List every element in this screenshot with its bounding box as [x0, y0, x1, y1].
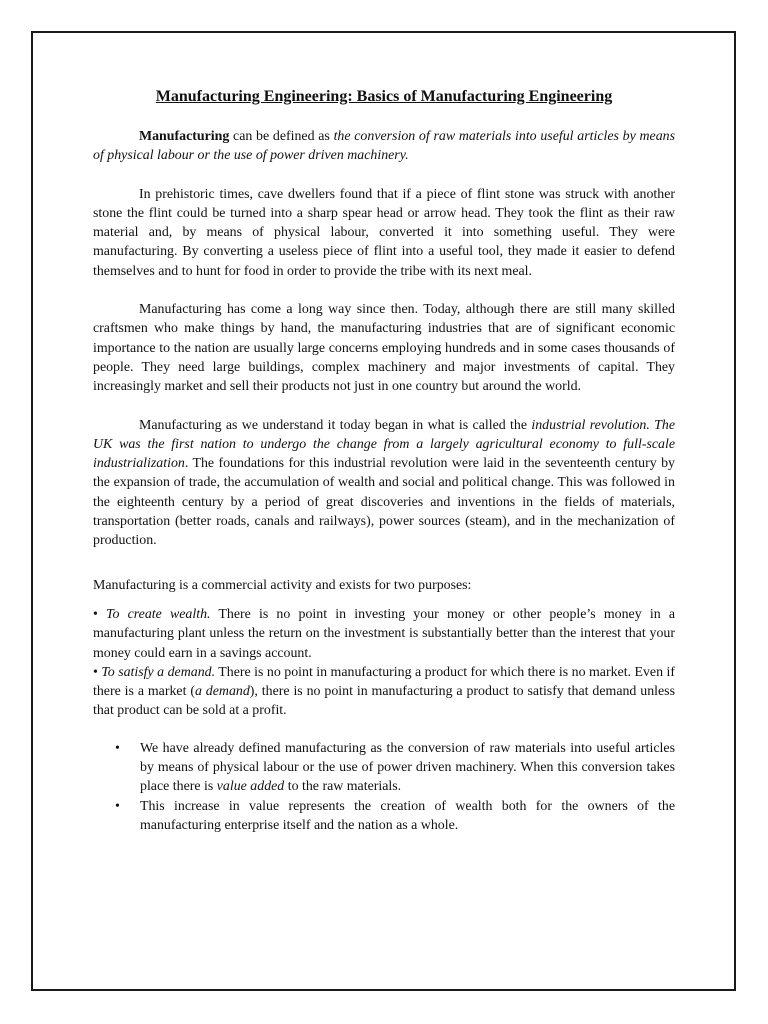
long-way-paragraph: Manufacturing has come a long way since then. Today, although there are still many skilled craftsmen who make things by hand, the manufacturing industries that are of significant economic importance to the nation are usually large concerns employing hundreds and in some cases thousands of people. They need large buildings, complex machinery and major investments of capital. They increasingly market and sell their products not just in one country but around the world. — [93, 302, 675, 395]
revolution-rest: . The foundations for this industrial revolution were laid in the seventeenth century by the expansion of trade, the accumulation of wealth and social and political change. This was followed in the eighteenth century by a period of great discoveries and inventions in the fields of materials, transportation (better roads, canals and railways), power sources (steam), and in the mechanization of production. — [93, 456, 675, 549]
purpose-demand-heading: To satisfy a demand. — [101, 664, 216, 680]
list-item-text: This increase in value represents the creation of wealth both for the owners of the manufacturing enterprise itself and the nation as a whole. — [140, 798, 675, 833]
definition-term: Manufacturing — [139, 129, 230, 144]
definition-text: the conversion of raw materials into useful articles by means of physical labour or the use of power driven machinery. — [93, 129, 675, 164]
list-item-text-b: to the raw materials. — [284, 779, 402, 795]
revolution-lead: Manufacturing as we understand it today began in what is called the — [139, 417, 532, 433]
prehistoric-paragraph: In prehistoric times, cave dwellers found that if a piece of flint stone was struck with another stone the flint could be turned into a sharp spear head or arrow head. They took the flint as their raw material and, by means of physical labour, converted it into something useful. They were manufacturing. By converting a useless piece of flint into a useful tool, they made it easier to defend themselves and to hunt for food in order to provide the tribe with its next meal. — [93, 186, 675, 279]
document-body — [93, 87, 675, 835]
bullet-icon: • — [115, 798, 120, 814]
purpose-demand-italic: a demand — [194, 684, 250, 700]
list-item-italic: value added — [216, 779, 285, 795]
page-title: Manufacturing Engineering: Basics of Manufacturing Engineering — [155, 88, 613, 105]
list-item-text-a: We have already defined manufacturing as the conversion of raw materials into useful articles by means of physical labour or the use of power driven machinery. When this conversion takes place there is — [140, 740, 675, 795]
purpose-wealth-heading: To create wealth. — [106, 606, 211, 622]
revolution-italic: industrial revolution. The UK was the first nation to undergo the change from a largely agricultural economy to full-scale industrialization — [93, 417, 675, 472]
list-item — [93, 797, 675, 836]
bullet-icon: • — [115, 740, 120, 756]
purpose-demand-text-c: ), there is no point in manufacturing a product to satisfy that demand unless that product can be sold at a profit. — [93, 684, 675, 719]
purpose-demand — [93, 663, 675, 721]
purpose-demand-text-a: There is no point in manufacturing a product for which there is no market. Even if there is a market ( — [93, 664, 675, 700]
bullet-list — [93, 739, 675, 835]
purpose-demand-bullet: • — [93, 664, 102, 680]
list-item — [93, 739, 675, 797]
definition-connector: can be defined as — [229, 129, 334, 144]
revolution-paragraph — [93, 416, 675, 551]
purpose-wealth-text: There is no point in investing your money or other people’s money in a manufacturing plant unless the return on the investment is substantially better than the interest that your money could earn in a savings account. — [93, 606, 675, 661]
definition-paragraph — [93, 127, 675, 166]
purpose-wealth — [93, 605, 675, 663]
purpose-wealth-bullet: • — [93, 606, 107, 622]
purposes-intro: Manufacturing is a commercial activity and exists for two purposes: — [93, 577, 472, 593]
